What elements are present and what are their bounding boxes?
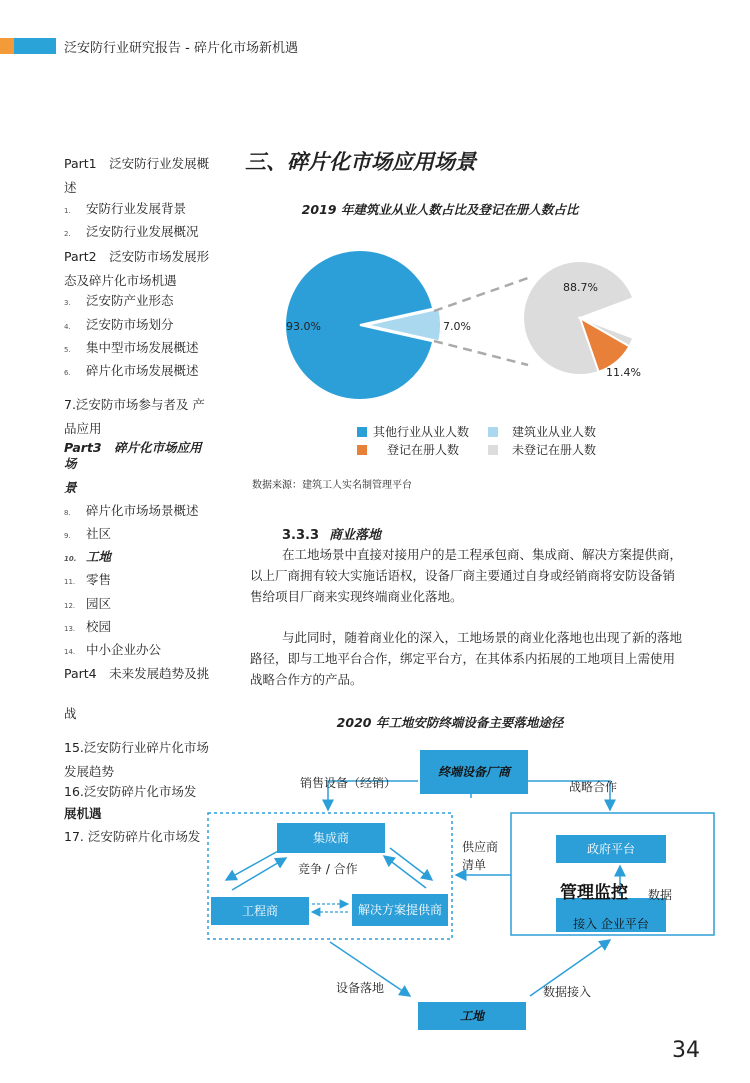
- label-sell: 销售设备（经销）: [300, 776, 397, 790]
- toc-label: 泛安防行业发展概况: [86, 224, 199, 239]
- toc-label: 碎片化市场场景概述: [86, 503, 199, 518]
- toc-label: 集中型市场发展概述: [86, 340, 199, 355]
- toc-num: 9.: [64, 532, 71, 540]
- page-number: 34: [672, 1038, 700, 1063]
- label-mgmt: 管理监控: [560, 883, 628, 903]
- toc-item: [64, 596, 224, 614]
- toc-num: 12.: [64, 602, 76, 610]
- enterprise-platform-box: 接入 企业平台: [556, 898, 666, 932]
- label-strategic: 战略合作: [569, 780, 618, 794]
- data-source: 数据来源：建筑工人实名制管理平台: [252, 480, 412, 491]
- toc-item: [64, 549, 224, 567]
- toc-item: [64, 340, 224, 358]
- toc-item-16: 16.泛安防碎片化市场发: [64, 784, 197, 799]
- paragraph-2: 与此同时，随着商业化的深入，工地场景的商业化落地也出现了新的落地路径，即与工地平台合作，绑定平台方，在其体系内拓展的工地项目上需使用战略合作方的产品。: [250, 630, 683, 687]
- toc-num: 1.: [64, 207, 71, 215]
- toc-item: [64, 293, 224, 311]
- connector-bottom: [434, 341, 528, 365]
- legend-swatch: [488, 427, 498, 437]
- data-label-93: 93.0%: [286, 320, 321, 333]
- legend-label: 登记在册人数: [387, 443, 460, 457]
- terminal-maker-box: 终端设备厂商: [420, 750, 528, 794]
- toc-label: 工地: [86, 549, 112, 564]
- label-data: 数据: [648, 888, 673, 902]
- toc-label: 安防行业发展背景: [86, 201, 187, 216]
- legend-label: 其他行业从业人数: [373, 425, 470, 439]
- toc-item-7: 7.泛安防市场参与者及 产品应用: [64, 397, 205, 436]
- toc-label: 碎片化市场发展概述: [86, 363, 199, 378]
- header-accent-blue: [14, 38, 56, 54]
- toc-part4: Part4 未来发展趋势及挑: [64, 666, 210, 681]
- figure2-title: 2020 年工地安防终端设备主要落地途径: [336, 715, 564, 730]
- legend-swatch: [357, 445, 367, 455]
- toc-label: 校园: [86, 619, 112, 634]
- engineer-box: 工程商: [211, 897, 309, 925]
- toc-num: 2.: [64, 230, 71, 238]
- data-label-11: 11.4%: [606, 366, 641, 379]
- header-accent-orange: [0, 38, 14, 54]
- label-access: 数据接入: [543, 985, 592, 999]
- toc-label: 园区: [86, 596, 112, 611]
- subsection-title: 商业落地: [329, 528, 382, 543]
- toc-item: [64, 201, 224, 219]
- section-title: 三、碎片化市场应用场景: [245, 150, 476, 174]
- toc-item: [64, 317, 224, 335]
- toc-part3: Part3 碎片化市场应用场: [64, 440, 202, 471]
- chart-title: 2019 年建筑业从业人数占比及登记在册人数占比: [301, 202, 579, 217]
- toc-item-17: 17. 泛安防碎片化市场发: [64, 829, 201, 844]
- label-compete: 竞争 / 合作: [298, 862, 358, 876]
- toc-label: 社区: [86, 526, 112, 541]
- gov-platform-box: 政府平台: [556, 835, 666, 863]
- arrow-inner: [226, 850, 280, 880]
- toc-label: 泛安防产业形态: [86, 293, 174, 308]
- toc-part4-cont: 战: [64, 706, 77, 721]
- toc-item-16-cont: 展机遇: [64, 806, 102, 821]
- subsection-number: 3.3.3: [282, 528, 320, 543]
- toc-num: 13.: [64, 625, 76, 633]
- legend-label: 未登记在册人数: [512, 443, 597, 457]
- toc-num: 8.: [64, 509, 71, 517]
- data-label-7: 7.0%: [443, 320, 471, 333]
- paragraph-1: 在工地场景中直接对接用户的是工程承包商、集成商、解决方案提供商，以上厂商拥有较大实施话语权，设备厂商主要通过自身或经销商将安防设备销售给项目厂商来实现终端商业化落地。: [250, 547, 683, 604]
- label-supplier: 供应商清单: [462, 840, 499, 872]
- label-deploy: 设备落地: [336, 981, 385, 995]
- data-label-88: 88.7%: [563, 281, 598, 294]
- legend-swatch: [357, 427, 367, 437]
- legend-swatch: [488, 445, 498, 455]
- integrator-box: 集成商: [277, 823, 385, 853]
- toc-item-15: 15.泛安防行业碎片化市场发展趋势: [64, 740, 209, 779]
- solution-box: 解决方案提供商: [352, 894, 448, 926]
- header-title: 泛安防行业研究报告 - 碎片化市场新机遇: [64, 41, 298, 56]
- subsection-heading: [282, 524, 381, 543]
- toc-label: 泛安防市场划分: [86, 317, 174, 332]
- toc-part1: Part1 泛安防行业发展概 述: [64, 156, 210, 195]
- toc-num: 4.: [64, 323, 71, 331]
- toc-item: [64, 363, 224, 381]
- site-box: 工地: [418, 1002, 526, 1030]
- toc-item: [64, 224, 224, 242]
- toc-num: 5.: [64, 346, 71, 354]
- connector-top: [434, 278, 528, 311]
- toc-label: 零售: [86, 572, 112, 587]
- toc-num: 14.: [64, 648, 76, 656]
- toc-label: 中小企业办公: [86, 642, 162, 657]
- arrow-inner: [384, 856, 426, 888]
- toc-item: [64, 572, 224, 590]
- arrow-inner: [390, 848, 432, 880]
- toc-item: [64, 642, 224, 660]
- toc-part2: Part2 泛安防市场发展形 态及碎片化市场机遇: [64, 249, 210, 288]
- toc-item: [64, 526, 224, 544]
- toc-item: [64, 503, 224, 521]
- toc-num: 11.: [64, 578, 76, 586]
- toc-item: [64, 619, 224, 637]
- toc-num: 6.: [64, 369, 71, 377]
- legend-label: 建筑业从业人数: [512, 425, 597, 439]
- toc-part3-cont: 景: [64, 480, 77, 495]
- toc-num: 10.: [64, 555, 77, 563]
- toc-num: 3.: [64, 299, 71, 307]
- arrow-inner: [232, 858, 286, 890]
- pie-chart: [250, 225, 650, 470]
